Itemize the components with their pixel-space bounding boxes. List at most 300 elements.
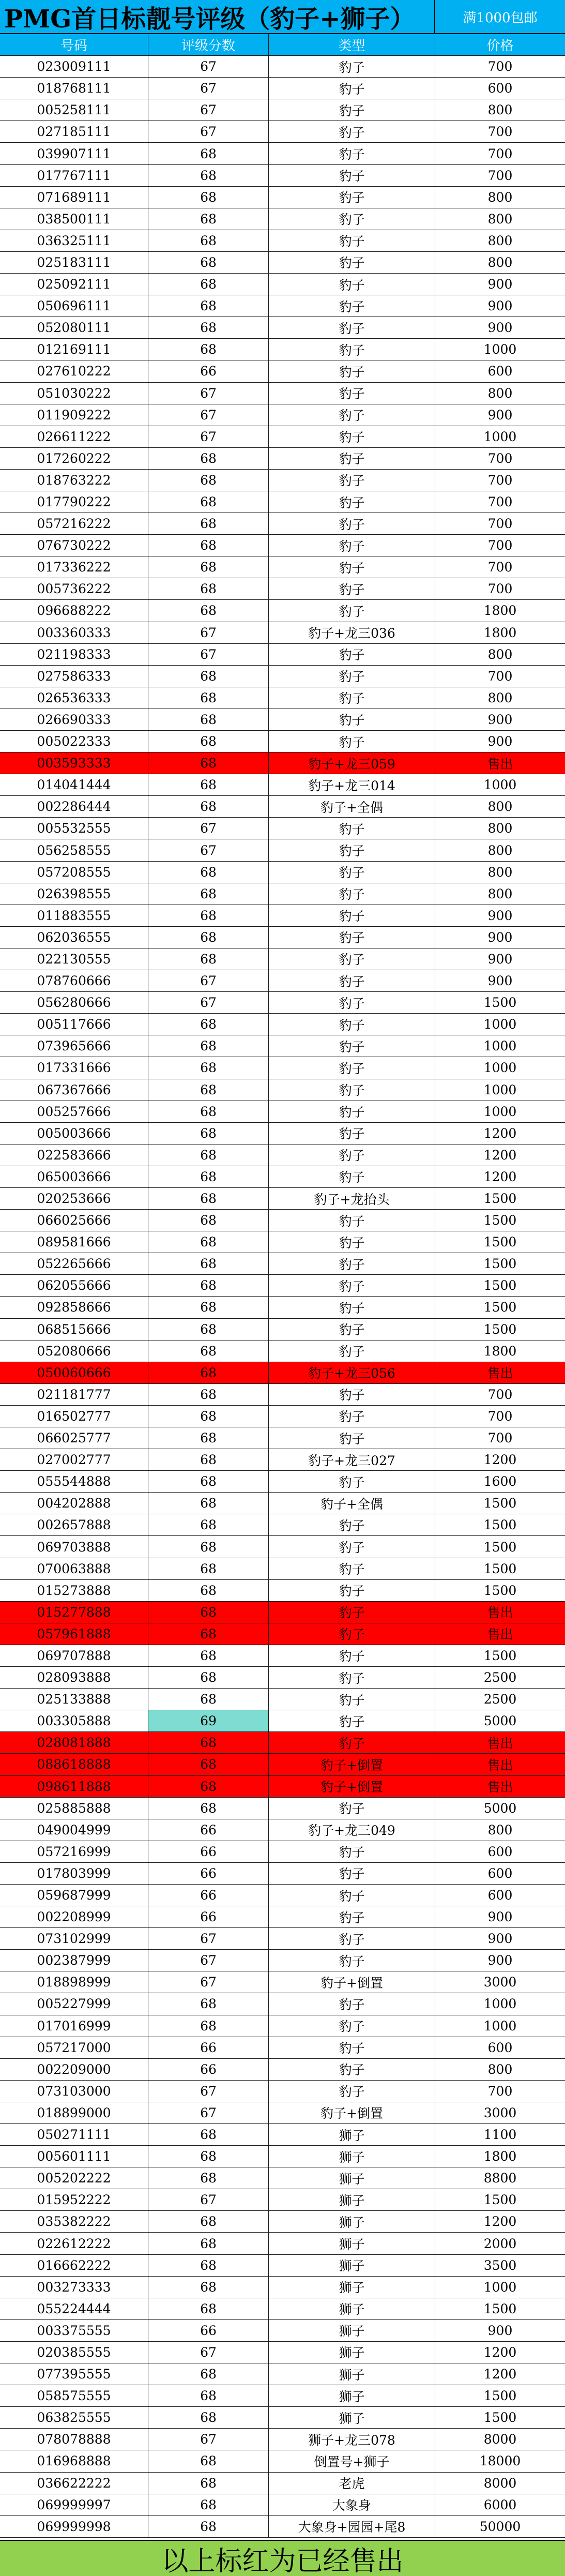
type-cell: 豹子 [269,839,435,861]
rating-score-cell: 68 [148,2277,269,2298]
rating-score-cell: 68 [148,187,269,208]
phone-number-cell: 052265666 [0,1253,148,1274]
phone-number-cell: 057217000 [0,2037,148,2058]
type-cell: 豹子 [269,818,435,839]
type-cell: 豹子 [269,1863,435,1884]
table-row [0,1993,565,2015]
price-cell: 1800 [483,2149,517,2164]
rating-score-cell: 67 [148,622,269,643]
price-cell: 售出 [487,1780,513,1795]
table-row [0,230,565,252]
phone-number-cell: 012169111 [0,339,148,360]
type-cell: 豹子 [269,78,435,99]
type-cell: 豹子 [269,143,435,164]
type-cell: 豹子 [269,470,435,491]
type-cell: 大象身+园园+尾8 [269,2516,435,2537]
rating-score-cell: 67 [148,404,269,426]
rating-score-cell: 68 [148,883,269,905]
table-row [0,992,565,1014]
type-cell: 狮子 [269,2407,435,2428]
type-cell: 豹子 [269,1514,435,1535]
type-cell: 豹子 [269,230,435,251]
table-row [0,2320,565,2342]
phone-number-cell: 071689111 [0,187,148,208]
price-cell: 8000 [483,2432,517,2447]
price-cell: 900 [487,908,513,923]
rating-score-cell: 68 [148,1754,269,1775]
price-cell: 1000 [483,2018,517,2033]
type-cell: 豹子 [269,56,435,77]
price-cell: 800 [487,690,513,705]
rating-score-cell: 67 [148,818,269,839]
price-cell: 700 [487,450,513,466]
price-cell: 售出 [487,1736,513,1751]
price-cell: 1500 [483,2388,517,2404]
type-cell: 豹子 [269,600,435,621]
price-cell: 800 [487,385,513,401]
table-row [0,513,565,535]
table-row [0,383,565,404]
table-row [0,1710,565,1732]
type-cell: 狮子 [269,2189,435,2210]
type-cell: 豹子 [269,360,435,382]
price-cell: 800 [487,821,513,836]
table-row [0,99,565,121]
type-cell: 豹子 [269,1906,435,1927]
phone-number-cell: 015277888 [0,1602,148,1623]
table-row [0,1384,565,1406]
price-cell: 售出 [487,1757,513,1773]
type-cell: 豹子 [269,2081,435,2102]
type-cell: 豹子 [269,1950,435,1971]
phone-number-cell: 062036555 [0,927,148,948]
table-row [0,1079,565,1101]
table-row [0,644,565,666]
type-cell: 豹子 [269,883,435,905]
rating-score-cell: 68 [148,666,269,687]
type-cell: 豹子 [269,862,435,883]
phone-number-cell: 050060666 [0,1362,148,1383]
table-row [0,2081,565,2102]
table-row [0,274,565,295]
price-cell: 900 [487,320,513,336]
phone-number-cell: 018899000 [0,2102,148,2123]
rating-score-cell: 68 [148,1340,269,1362]
price-cell: 700 [487,146,513,161]
phone-number-cell: 017803999 [0,1863,148,1884]
rating-score-cell: 68 [148,208,269,230]
type-cell: 豹子 [269,1014,435,1035]
type-cell: 豹子 [269,2015,435,2037]
rating-score-cell: 68 [148,2015,269,2037]
table-row [0,165,565,187]
price-cell: 5000 [483,1800,517,1816]
type-cell: 豹子 [269,99,435,120]
price-cell: 售出 [487,1366,513,1381]
price-cell: 600 [487,2040,513,2055]
price-cell: 900 [487,929,513,945]
phone-number-cell: 026536333 [0,687,148,709]
rating-score-cell: 67 [148,839,269,861]
price-cell: 50000 [479,2519,521,2534]
price-cell: 800 [487,864,513,880]
rating-score-cell: 68 [148,1253,269,1274]
table-row [0,622,565,644]
rating-score-cell: 66 [148,2320,269,2341]
rating-score-cell: 67 [148,56,269,77]
phone-number-cell: 005227999 [0,1993,148,2014]
table-row [0,1144,565,1166]
type-cell: 豹子+龙抬头 [269,1188,435,1209]
rating-score-cell: 68 [148,230,269,251]
phone-number-cell: 014041444 [0,774,148,795]
phone-number-cell: 069999998 [0,2516,148,2537]
type-cell: 豹子+龙三056 [269,1362,435,1383]
table-row [0,1841,565,1863]
price-cell: 1200 [483,2367,517,2382]
type-cell: 豹子 [269,1079,435,1101]
phone-number-cell: 018898999 [0,1971,148,1993]
phone-number-cell: 017336222 [0,556,148,578]
rating-score-cell: 68 [148,252,269,273]
type-cell: 狮子 [269,2385,435,2406]
type-cell: 豹子 [269,1101,435,1122]
rating-score-cell: 68 [148,905,269,926]
rating-score-cell: 68 [148,1602,269,1623]
price-cell: 1800 [483,625,517,640]
price-cell: 1500 [483,1539,517,1555]
type-cell: 狮子 [269,2167,435,2189]
phone-number-cell: 049004999 [0,1819,148,1841]
table-row [0,2059,565,2081]
phone-number-cell: 021181777 [0,1384,148,1405]
type-cell: 豹子 [269,1993,435,2014]
phone-number-cell: 096688222 [0,600,148,621]
table-row [0,2298,565,2320]
type-cell: 豹子 [269,644,435,665]
rating-score-cell: 68 [148,1210,269,1231]
table-row [0,1623,565,1645]
price-cell: 1500 [483,1256,517,1272]
rating-score-cell: 68 [148,535,269,556]
type-cell: 豹子+龙三036 [269,622,435,643]
phone-number-cell: 073103000 [0,2081,148,2102]
table-row [0,1123,565,1144]
phone-number-cell: 005257666 [0,1101,148,1122]
rating-score-cell: 67 [148,121,269,142]
rating-score-cell: 68 [148,1536,269,1557]
rating-score-cell: 67 [148,992,269,1013]
table-row [0,1602,565,1623]
price-cell: 1800 [483,603,517,619]
rating-score-cell: 68 [148,1319,269,1340]
table-row [0,2146,565,2167]
rating-score-cell: 68 [148,578,269,599]
phone-number-cell: 004202888 [0,1493,148,1514]
price-cell: 1500 [483,2192,517,2208]
phone-number-cell: 016662222 [0,2255,148,2276]
table-row [0,1536,565,1558]
table-row [0,578,565,600]
rating-score-cell: 68 [148,1231,269,1253]
price-cell: 700 [487,538,513,553]
price-cell: 700 [487,516,513,532]
phone-number-cell: 089581666 [0,1231,148,1253]
rating-score-cell: 68 [148,274,269,295]
price-cell: 600 [487,364,513,379]
price-cell: 1000 [483,1082,517,1097]
price-cell: 600 [487,1865,513,1881]
phone-number-cell: 005117666 [0,1014,148,1035]
price-cell: 800 [487,886,513,901]
price-cell: 3500 [483,2257,517,2273]
rating-score-cell: 67 [148,2189,269,2210]
rating-score-cell: 68 [148,1493,269,1514]
rating-score-cell: 66 [148,2059,269,2080]
type-cell: 豹子 [269,992,435,1013]
phone-number-cell: 005003666 [0,1123,148,1144]
table-row [0,687,565,709]
table-row [0,470,565,491]
phone-number-cell: 015273888 [0,1580,148,1601]
type-cell: 豹子 [269,2059,435,2080]
phone-number-cell: 052080111 [0,317,148,338]
type-cell: 豹子 [269,1667,435,1688]
phone-number-cell: 055224444 [0,2298,148,2319]
rating-score-cell: 68 [148,1798,269,1819]
rating-score-cell: 68 [148,1558,269,1579]
table-row [0,1928,565,1950]
price-cell: 700 [487,668,513,684]
rating-score-cell: 68 [148,1406,269,1427]
rating-score-cell: 68 [148,1144,269,1166]
price-cell: 2500 [483,1692,517,1707]
phone-number-cell: 017016999 [0,2015,148,2037]
price-cell: 1500 [483,1191,517,1207]
phone-number-cell: 005202222 [0,2167,148,2189]
phone-number-cell: 036622222 [0,2473,148,2494]
phone-number-cell: 016502777 [0,1406,148,1427]
table-row [0,2385,565,2407]
price-cell: 1200 [483,1169,517,1184]
table-row [0,143,565,164]
table-row [0,1732,565,1754]
table-row [0,970,565,992]
table-row [0,1362,565,1384]
type-cell: 豹子+倒置 [269,2102,435,2123]
price-cell: 700 [487,1387,513,1402]
table-row [0,1166,565,1188]
phone-number-cell: 073965666 [0,1035,148,1057]
sold-note-footer: 以上标红为已经售出 [0,2540,565,2576]
phone-number-cell: 017767111 [0,165,148,186]
table-row [0,404,565,426]
type-cell: 豹子 [269,1623,435,1645]
phone-number-cell: 025885888 [0,1798,148,1819]
table-row [0,2102,565,2124]
table-row [0,818,565,839]
price-cell: 售出 [487,756,513,772]
phone-number-cell: 005258111 [0,99,148,120]
table-row [0,2516,565,2538]
rating-score-cell: 68 [148,2494,269,2515]
table-row [0,862,565,883]
rating-score-cell: 69 [148,1710,269,1731]
price-cell: 700 [487,124,513,140]
phone-number-cell: 005736222 [0,578,148,599]
price-cell: 1200 [483,2214,517,2229]
phone-number-cell: 026690333 [0,709,148,730]
type-cell: 豹子 [269,1384,435,1405]
price-cell: 900 [487,407,513,423]
phone-number-cell: 021198333 [0,644,148,665]
type-cell: 豹子 [269,1144,435,1166]
type-cell: 豹子 [269,1885,435,1906]
phone-number-cell: 058575555 [0,2385,148,2406]
rating-score-cell: 68 [148,2124,269,2145]
header-number: 号码 [0,34,148,55]
rating-score-cell: 67 [148,2342,269,2363]
rating-score-cell: 67 [148,426,269,447]
table-row [0,731,565,752]
phone-number-cell: 018768111 [0,78,148,99]
rating-score-cell: 68 [148,339,269,360]
table-row [0,535,565,556]
rating-score-cell: 68 [148,1079,269,1101]
price-cell: 1100 [483,2127,517,2143]
type-cell: 豹子 [269,1580,435,1601]
table-row [0,2473,565,2494]
table-row [0,666,565,687]
phone-number-cell: 036325111 [0,230,148,251]
rating-score-cell: 67 [148,383,269,404]
price-cell: 3000 [483,2105,517,2120]
phone-number-cell: 051030222 [0,383,148,404]
table-body [0,56,565,2538]
type-cell: 狮子 [269,2233,435,2254]
price-cell: 800 [487,189,513,205]
type-cell: 豹子 [269,187,435,208]
price-cell: 800 [487,646,513,662]
rating-score-cell: 68 [148,1645,269,1666]
type-cell: 豹子 [269,927,435,948]
type-cell: 豹子 [269,1340,435,1362]
rating-score-cell: 68 [148,1188,269,1209]
phone-number-cell: 073102999 [0,1928,148,1949]
phone-number-cell: 002657888 [0,1514,148,1535]
table-row [0,1645,565,1667]
rating-score-cell: 67 [148,2102,269,2123]
price-cell: 600 [487,1888,513,1903]
rating-score-cell: 66 [148,1863,269,1884]
table-row [0,1558,565,1580]
type-cell: 狮子 [269,2277,435,2298]
type-cell: 豹子 [269,1558,435,1579]
phone-number-cell: 092858666 [0,1297,148,1318]
price-cell: 售出 [487,1627,513,1643]
type-cell: 豹子 [269,1035,435,1057]
table-row [0,2429,565,2450]
type-cell: 狮子 [269,2298,435,2319]
table-row [0,317,565,339]
rating-score-cell: 68 [148,2516,269,2537]
rating-score-cell: 67 [148,970,269,991]
type-cell: 豹子 [269,1841,435,1862]
type-cell: 豹子 [269,1231,435,1253]
rating-score-cell: 68 [148,470,269,491]
rating-score-cell: 67 [148,1950,269,1971]
rating-score-cell: 68 [148,165,269,186]
phone-number-cell: 027610222 [0,360,148,382]
phone-number-cell: 005022333 [0,731,148,752]
phone-number-cell: 017331666 [0,1057,148,1078]
price-cell: 800 [487,102,513,118]
type-cell: 豹子 [269,1319,435,1340]
price-cell: 1500 [483,2410,517,2426]
rating-score-cell: 68 [148,1471,269,1492]
price-cell: 800 [487,211,513,227]
price-cell: 1500 [483,1234,517,1250]
table-row [0,1319,565,1340]
rating-score-cell: 68 [148,2255,269,2276]
rating-score-cell: 67 [148,99,269,120]
table-row [0,1776,565,1798]
type-cell: 豹子 [269,1166,435,1187]
type-cell: 豹子 [269,535,435,556]
phone-number-cell: 025183111 [0,252,148,273]
phone-number-cell: 002209000 [0,2059,148,2080]
price-cell: 1200 [483,1452,517,1468]
rating-score-cell: 66 [148,360,269,382]
type-cell: 豹子 [269,666,435,687]
rating-score-cell: 68 [148,491,269,513]
price-cell: 1000 [483,429,517,444]
phone-number-cell: 003360333 [0,622,148,643]
price-cell: 1500 [483,1278,517,1293]
table-row [0,2167,565,2189]
table-row [0,56,565,78]
rating-score-cell: 68 [148,1732,269,1753]
type-cell: 狮子 [269,2146,435,2167]
phone-number-cell: 027002777 [0,1449,148,1470]
rating-score-cell: 68 [148,709,269,730]
phone-number-cell: 002208999 [0,1906,148,1927]
price-cell: 1200 [483,2344,517,2360]
price-cell: 900 [487,712,513,727]
type-cell: 豹子 [269,1602,435,1623]
rating-score-cell: 68 [148,731,269,752]
type-cell: 豹子 [269,426,435,447]
table-row [0,1340,565,1362]
type-cell: 豹子 [269,1732,435,1753]
rating-score-cell: 68 [148,2298,269,2319]
rating-score-cell: 68 [148,1362,269,1383]
type-cell: 豹子 [269,1123,435,1144]
price-cell: 1000 [483,777,517,793]
type-cell: 豹子 [269,513,435,534]
rating-score-cell: 68 [148,2407,269,2428]
type-cell: 豹子 [269,687,435,709]
table-row [0,1798,565,1819]
table-row [0,600,565,622]
rating-score-cell: 68 [148,2363,269,2385]
price-cell: 1500 [483,1213,517,1228]
table-row [0,2233,565,2254]
type-cell: 豹子 [269,295,435,317]
price-cell: 1000 [483,1038,517,1054]
rating-score-cell: 68 [148,600,269,621]
phone-number-cell: 020253666 [0,1188,148,1209]
